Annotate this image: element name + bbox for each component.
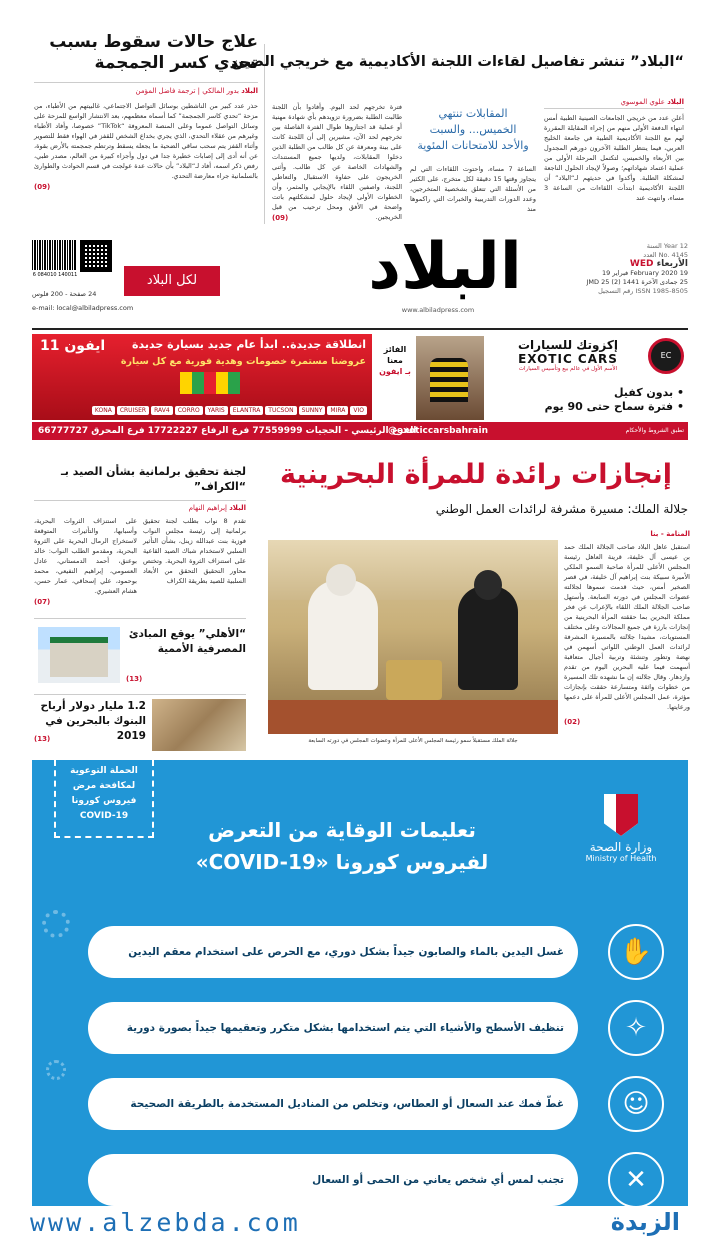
car-model-chip: MIRA [327, 406, 348, 415]
side-headline[interactable]: 1.2 مليار دولار أرباح البنوك بالبحرين في 2019 [40, 700, 146, 742]
side-story-1 [34, 464, 246, 612]
page-ref: (13) [34, 735, 51, 743]
top-left-story [34, 32, 258, 234]
main-body: استقبل عاهل البلاد صاحب الجلالة الملك حمد بن عيسى آل خليفة، قرينة العاهل رئيسة المجلس الأعلى للمرأة صاحبة السمو الملكي الأميرة سبيكة بنت إبراهيم آل خليفة، في قصر الصخير أمس، حيث قدمت سموها لجلالته عضوات المجلس في دورته السابعة. وأستهل صاحب الجلالة الملك اللقاء بالإعراب عن فخر مملكة البحرين بما حققته المرأة البحرينية من إنجازات بارزة في جميع المجالات وعلى مختلف المستويات، مشيدا جلالته بالمسيرة المشرفة لرائدات العمل الوطني اللواتي أسهمن في نهضة وتطور وتنشئة وتربية أجيال متعاقبة أسهمت فيما عليه البحرين اليوم من تقدم وازدهار. وقال جلالته إن ما نشهده تلك المسيرة من خطوات واثقة ومتسارعة حققت بإنجازات مؤثرة، عمل المجلس الأعلى للمرأة على دعمها ورعايتها. [564, 543, 690, 711]
pull-quote: المقابلات تنتهي الخميس... والسبت والأحد للامتحانات المئوية [417, 107, 529, 152]
tip-text: تنظيف الأسطح والأشياء التي يتم استخدامها بشكل متكرر وتعقيمها جيداً بصورة دورية [126, 1022, 564, 1034]
covid-panel [32, 760, 688, 1206]
ad-phone-brand: ايفون 11 [40, 338, 106, 354]
footer [0, 1206, 720, 1243]
tip-text: تجنب لمس أي شخص يعاني من الحمى أو السعال [312, 1174, 564, 1186]
ad-campaign [32, 334, 372, 420]
price: 24 صفحة - 200 فلوس [32, 290, 97, 298]
main-story [262, 452, 690, 752]
ad-brand-tag: الأسم الأول في عالم بيع وتأسيس السيارات [518, 366, 618, 372]
ad-branches: الفرع الرئيسي - الحجيات 77559999 فرع الرفاع 17722227 فرع المحرق 66777727 @exoticcarsbahrain تطبق الشروط والأحكام [32, 422, 688, 440]
face-mask-icon: ☺ [608, 1076, 664, 1132]
exotic-cars-logo: EC [648, 338, 684, 374]
tip-card [88, 1154, 578, 1206]
tip-card [88, 1078, 578, 1130]
car-model-chip: RAV4 [151, 406, 173, 415]
ad-brand-en: EXOTIC CARS [518, 352, 618, 366]
car-model-chip: CRUISER [117, 406, 149, 415]
bank-photo [38, 627, 120, 683]
side-headline[interactable]: لجنة تحقيق برلمانية بشأن الصيد بـ “الكراف” [61, 465, 246, 493]
tip-row [88, 920, 672, 986]
tip-card [88, 926, 578, 978]
byline-outlet: البلاد [241, 87, 258, 95]
car-models [38, 397, 368, 416]
side-story-2 [34, 618, 246, 690]
byline-author: إبراهيم النهام [188, 504, 227, 512]
slogan-box: لكل البلاد [124, 266, 220, 296]
barcode-number: 6 084010 140011 [32, 272, 78, 278]
ad-banner[interactable] [32, 328, 688, 442]
footer-url[interactable]: www.alzebda.com [30, 1208, 301, 1237]
ad-instagram[interactable]: @exoticcarsbahrain [388, 426, 488, 436]
byline-author: بدور المالكي | ترجمة فاضل المؤمن [135, 87, 239, 95]
page-ref: (07) [34, 598, 51, 606]
byline-author: علوي الموسوي [620, 98, 665, 106]
virus-icon [42, 910, 70, 938]
masthead [32, 230, 688, 324]
page-ref: (02) [564, 718, 581, 726]
contact-email[interactable]: e-mail: local@albiladpress.com [32, 304, 134, 312]
story-headline[interactable]: علاج حالات سقوط بسبب تحدي كسر الجمجمة [49, 32, 258, 73]
top-story-col3: فترة تخرجهم لحد اليوم. وأفادوا بأن اللجنة طالبت الطلبة بضرورة تزويدهم بأي شهادة مهنية أو عملية قد اجتازوها طوال الفترة الفاصلة بين تخرجهم لحد الآن، مشيرين إلى أن اللجنة كانت على بينة ومعرفة عن كل طالب من الطلبة الذين دخلوا المقابلات، ولديها جميع المستندات والشهادات الخاصة عن كل طالب. وأثنى الخريجون على حفاوة الاستقبال والتعاطي اللجنة، واصفين اللقاء بالإيجابي والمثمر، وأن الخطوات الأولى لإيجاد حلول لمشكلتهم باتت واضحة في الأفق ومحل ترحيب من قبل الخريجين. [272, 103, 402, 221]
car-model-chip: ELANTRA [230, 406, 264, 415]
covid-title: تعليمات الوقاية من التعرض لفيروس كورونا «COVID-19» [195, 818, 489, 874]
hand-wash-icon: ✋ [608, 924, 664, 980]
main-headline[interactable]: إنجازات رائدة للمرأة البحرينية [279, 459, 673, 490]
car-model-chip: VIO [350, 406, 367, 415]
top-story-col1: أعلن عدد من خريجي الجامعات الصينية الطبية أمس انتهاء الدفعة الأولى منهم من إجراء المقابلة المقررة لهم مع اللجنة الأكاديمية الطبية في جامعة الخليج العربي، فيما ينتظر الطلبة الآخرون دورهم المجدول بين الأربعاء والخميس، لتكتمل المرحلة الأولى من عملية اعتماد شهاداتهم؛ وصولاً لإيجاد الحلول الناجعة لمشكلة الطلبة. وأكدوا في حديثهم لـ“البلاد” أن اللجنة الأكاديمية ابتدأت اللقاءات من الساعة 3 مساء، وانتهت عند [544, 114, 684, 202]
ad-winner-3: بـ ايفون [379, 367, 411, 376]
gift-boxes [180, 372, 240, 394]
story-body: حذر عدد كبير من الناشطين بوسائل التواصل الاجتماعي، غالبيتهم من الأطباء، من مزحة “تحدي كاسر الجمجمة” كما أسماه معظمهم، بعد الانتشار الواسع للمزحة على وسائل التواصل عموما وعلى المنصة المعروفة “TikTok” خصوصا، وأفاد الأطباء وغيرهم من عقلاء التحدي، الذي يجري بخداع الشخص للقفز في الهواء فقط للتصوير وأثناء القفز يتم سحب ساقي الضحية ما يجعله يسقط وترتطم جمجمته بالأرض بقوة، عن أنه أدى إلى إصابات خطيرة جدا في دول وأجزاء كبيرة من العالم، مصدر طبي، رفض ذكر اسمه، أفاد لـ“البلاد” بأن حالات عدة عولجت في قسم الحوادث والطوارئ بالسلمانية جراء معارضة التحدي. [34, 102, 258, 180]
side-body-left: على استنزاف الثروات البحرية، وأسبابها، والتأثيرات المتوقعة لاستخراج الرمال البحرية على الثروة البحرية، ومقدمو الطلب النواب: خالد بوعنق، أحمد الدمستاني، عادل العسومي، إبراهيم النفيعي، محمد بوحمود، علي إسحاقي، عمار حسن، هشام العشيري. [34, 517, 137, 595]
tip-text: غسل اليدين بالماء والصابون جيداً بشكل دوري، مع الحرص على استخدام معقم اليدين [128, 946, 564, 958]
ad-brand-ar: إكزوتك للسيارات [518, 338, 618, 352]
car-model-chip: TUCSON [265, 406, 296, 415]
tip-row [88, 1072, 672, 1138]
car-model-chip: YARIS [205, 406, 228, 415]
page-ref: (09) [272, 214, 289, 222]
footer-logo[interactable]: الزبدة [610, 1208, 680, 1236]
ad-offer-2: • فترة سماح حتى 90 يوم [544, 400, 684, 413]
car-model-chip: KONA [92, 406, 115, 415]
tip-text: غطّ فمك عند السعال أو العطاس، وتخلص من المناديل المستخدمة بالطريقة الصحيحة [130, 1098, 564, 1110]
qr-code [80, 240, 112, 272]
main-subhead: جلالة الملك: مسيرة مشرفة لرائدات العمل الوطني [435, 502, 688, 516]
tip-card [88, 1002, 578, 1054]
ad-subline: عروضنا مستمرة خصومات وهدية فورية مع كل سيارة [120, 356, 366, 367]
winner-photo [416, 336, 484, 420]
byline-outlet: البلاد [667, 98, 684, 106]
bahrain-emblem-icon [604, 794, 638, 836]
page-ref: (13) [126, 675, 143, 683]
top-story-col2: الساعة 7 مساء، واحتوت اللقاءات التي لم يتجاوز وقتها 15 دقيقة لكل متخرج، على الكثير من الأسئلة التي تتعلق بشخصية المتخرجين، وعدد الدورات التدريبية والخبرات التي راكموها منذ [410, 165, 536, 213]
ad-winner-1: الفائز [383, 345, 407, 354]
side-body-right: تقدم 8 نواب بطلب لجنة تحقيق برلمانية إلى رئيسة مجلس النواب فوزية بنت عبدالله زينل، بشأن التأثير السلبي لاستخدام شباك الصيد القاعية على استنزاف الثروة البحرية. وتختص محاور التحقيق التحقق من الأبعاد السلبية للصيد بطريقة الكراف [143, 517, 246, 585]
photo-caption: جلالة الملك مستقبلاً سمو رئيسة المجلس الأعلى للمرأة وعضوات المجلس في دورته السابعة [308, 738, 518, 744]
ministry-logo: وزارة الصحة Ministry of Health [572, 794, 670, 890]
car-model-chip: SUNNY [299, 406, 326, 415]
main-photo [268, 540, 558, 734]
side-story-3 [34, 694, 246, 752]
ad-headline: انطلاقة جديدة.. ابدأ عام جديد بسيارة جديدة [132, 338, 366, 351]
car-model-chip: CORRO [175, 406, 203, 415]
campaign-badge: الحملة التوعوية لمكافحة مرض فيروس كورونا COVID-19 [54, 760, 154, 838]
tip-row [88, 1148, 672, 1214]
issue-info: Year 12 السنة No. 4145 العدد الأربعاء WED 19 February 2020 فبراير 19 25 جمادى الآخرة 1441 (2) 25 JMD ISSN 1985-8505 رقم التسجيل [586, 242, 688, 295]
virus-icon [46, 1060, 66, 1080]
tips-list [88, 920, 672, 1224]
ad-winner-2: معنا [387, 356, 403, 365]
barcode [32, 240, 76, 270]
top-story [231, 40, 684, 234]
tip-row [88, 996, 672, 1062]
ad-terms: تطبق الشروط والأحكام [625, 427, 684, 434]
newspaper-logo[interactable]: البلاد [368, 230, 522, 304]
byline-outlet: البلاد [229, 504, 246, 512]
page-ref: (09) [34, 183, 51, 191]
money-photo [152, 699, 246, 751]
ad-offer-1: • بدون كفيل [613, 386, 684, 399]
handshake-icon: ✕ [608, 1152, 664, 1208]
cleaning-spray-icon: ✧ [608, 1000, 664, 1056]
top-story-headline[interactable]: “البلاد” تنشر تفاصيل لقاءات اللجنة الأكاديمية مع خريجي الصين [231, 54, 684, 70]
side-headline[interactable]: “الأهلي” يوقع المبادئ المصرفية الأممية [128, 628, 246, 655]
dateline: المنامة - بنا [650, 530, 690, 538]
website-link[interactable]: www.albiladpress.com [401, 306, 475, 314]
